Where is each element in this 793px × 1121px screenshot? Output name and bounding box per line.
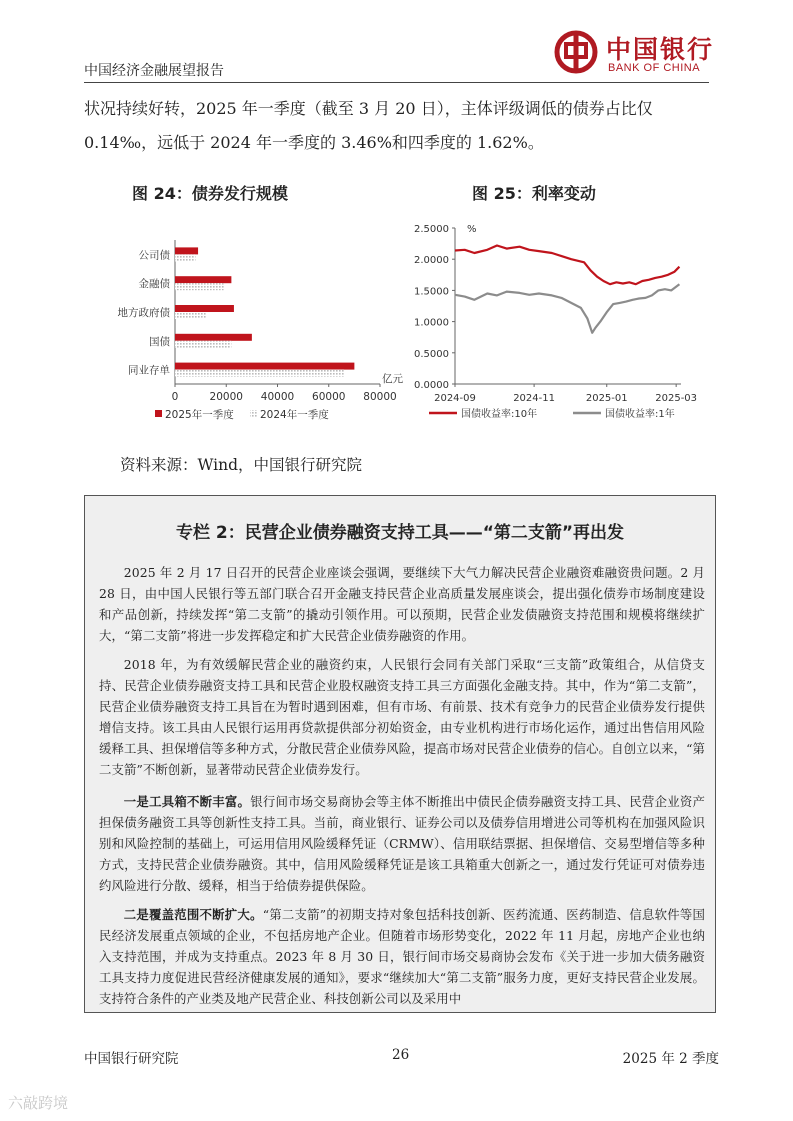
category-label: 金融债	[138, 278, 170, 291]
column-title: 专栏 2：民营企业债券融资支持工具——“第二支箭”再出发	[175, 523, 625, 543]
x-tick-label: 2024-11	[513, 393, 555, 404]
bar-2025q1	[175, 334, 252, 341]
header-divider	[84, 82, 709, 83]
bar-2025q1	[175, 276, 231, 283]
bar-2025q1	[175, 305, 234, 312]
legend-label-2025q1: 2025年一季度	[165, 409, 234, 421]
unit-label: %	[467, 224, 477, 235]
y-tick-label: 0.5000	[414, 348, 449, 360]
paragraph-4-lead: 二是覆盖范围不断扩大。	[123, 907, 263, 922]
data-source-note: 资料来源：Wind，中国银行研究院	[120, 456, 363, 474]
unit-label: 亿元	[382, 373, 403, 385]
column-paragraph-4	[99, 904, 705, 1009]
category-label: 国债	[149, 335, 170, 348]
series-line-1y	[455, 284, 679, 333]
figure-25-title: 图 25：利率变动	[472, 184, 596, 203]
y-tick-label: 2.0000	[414, 255, 449, 267]
bar-2025q1	[175, 363, 354, 370]
category-label: 同业存单	[128, 364, 170, 377]
y-tick-label: 1.5000	[414, 286, 449, 298]
legend-label-2024q1: 2024年一季度	[260, 409, 329, 421]
page-number: 26	[392, 1047, 410, 1063]
figure-24-title: 图 24：债券发行规模	[132, 184, 288, 203]
column-paragraph-2: 2018 年，为有效缓解民营企业的融资约束，人民银行会同有关部门采取“三支箭”政策组合，从信贷支持、民营企业债券融资支持工具和民营企业股权融资支持工具三方面强化金融支持。其中，作为“第二支箭”，民营企业债券融资支持工具旨在为暂时遇到困难，但有市场、有前景、技术有竞争力的民营企业债券发行提供增信支持。该工具由人民银行运用再贷款提供部分初始资金，由专业机构进行市场化运作，通过出售信用风险缓释工具、担保增信等多种方式，分散民营企业债券风险，提高市场对民营企业债券的信心。自创立以来，“第二支箭”不断创新，显著带动民营企业债券发行。	[99, 657, 705, 777]
intro-line-1: 状况持续好转，2025 年一季度（截至 3 月 20 日），主体评级调低的债券占比仅	[84, 99, 653, 118]
y-tick-label: 1.0000	[414, 317, 449, 329]
watermark: 六敲跨境	[8, 1094, 69, 1112]
logo-chinese-name: 中国银行	[606, 35, 715, 64]
column-paragraph-3	[99, 791, 705, 896]
x-tick-label: 2025-03	[655, 393, 698, 404]
category-label: 公司债	[138, 249, 170, 262]
x-tick-label: 2025-01	[585, 393, 628, 404]
bank-of-china-logo-icon	[554, 30, 598, 74]
column-paragraph-1: 2025 年 2 月 17 日召开的民营企业座谈会强调，要继续下大气力解决民营企业融资难融资贵问题。2 月 28 日，由中国人民银行等五部门联合召开金融支持民营企业高质量发展座谈会，提出强化债券市场制度建设和产品创新，持续发挥“第二支箭”的撬动引领作用。可以预期，民营企业发债融资支持范围和规模将继续扩大，“第二支箭”将进一步发挥稳定和扩大民营企业债券融资的作用。	[99, 565, 705, 643]
bank-logo	[552, 28, 715, 80]
legend-label-10y: 国债收益率:10年	[461, 409, 538, 420]
x-tick-label: 40000	[260, 391, 295, 403]
category-label: 地方政府债	[117, 307, 170, 319]
legend-swatch-2025q1	[155, 410, 162, 417]
x-tick-label: 60000	[312, 391, 346, 403]
paragraph-3-body: 银行间市场交易商协会等主体不断推出中债民企债券融资支持工具、民营企业资产担保债务融资工具等创新性支持工具。当前，商业银行、证券公司以及债券信用增进公司等机构在加强风险识别和风险控制的基础上，可运用信用风险缓释凭证（CRMW）、信用联结票据、担保增信、交易型增信等多种方式，支持民营企业债券融资。其中，信用风险缓释凭证是该工具箱重大创新之一，通过发行凭证可对债券违约风险进行分散、缓释，相当于给债券提供保险。	[99, 794, 706, 893]
column-box	[84, 495, 716, 1013]
footer-institute: 中国银行研究院	[84, 1051, 179, 1067]
x-tick-label: 20000	[209, 391, 243, 403]
bar-2024q1	[175, 341, 231, 348]
bar-2024q1	[175, 370, 344, 377]
bar-2024q1	[175, 312, 206, 319]
y-tick-label: 2.5000	[414, 224, 449, 235]
logo-english-name: BANK OF CHINA	[608, 62, 701, 74]
bar-2024q1	[175, 283, 224, 290]
bar-2025q1	[175, 247, 198, 254]
intro-line-2: 0.14‰，远低于 2024 年一季度的 3.46%和四季度的 1.62%。	[84, 133, 544, 152]
legend-label-1y: 国债收益率:1年	[605, 409, 675, 420]
paragraph-4-body: “第二支箭”的初期支持对象包括科技创新、医药流通、医药制造、信息软件等国民经济发展重点领域的企业，不包括房地产企业。但随着市场形势变化，2022 年 11 月起，房地产企业也纳入支持范围，并成为支持重点。2023 年 8 月 30 日，银行间市场交易商协会发布《关于进一步加大债务融资工具支持力度促进民营经济健康发展的通知》，要求“继续加大“第二支箭”服务力度，更好支持民营企业发展。支持符合条件的产业类及地产民营企业、科技创新公司以及采用中	[99, 907, 705, 1006]
x-tick-label: 80000	[363, 391, 397, 403]
interest-rate-line-chart	[405, 216, 705, 434]
footer-quarter: 2025 年 2 季度	[622, 1051, 719, 1067]
legend-swatch-2024q1	[250, 410, 257, 417]
bond-issuance-bar-chart	[90, 232, 410, 432]
bar-2024q1	[175, 254, 196, 261]
x-tick-label: 2024-09	[434, 393, 476, 404]
header-title: 中国经济金融展望报告	[84, 63, 224, 79]
paragraph-3-lead: 一是工具箱不断丰富。	[123, 794, 251, 809]
y-tick-label: 0.0000	[414, 380, 449, 391]
x-tick-label: 0	[171, 391, 179, 403]
series-line-10y	[455, 246, 679, 285]
